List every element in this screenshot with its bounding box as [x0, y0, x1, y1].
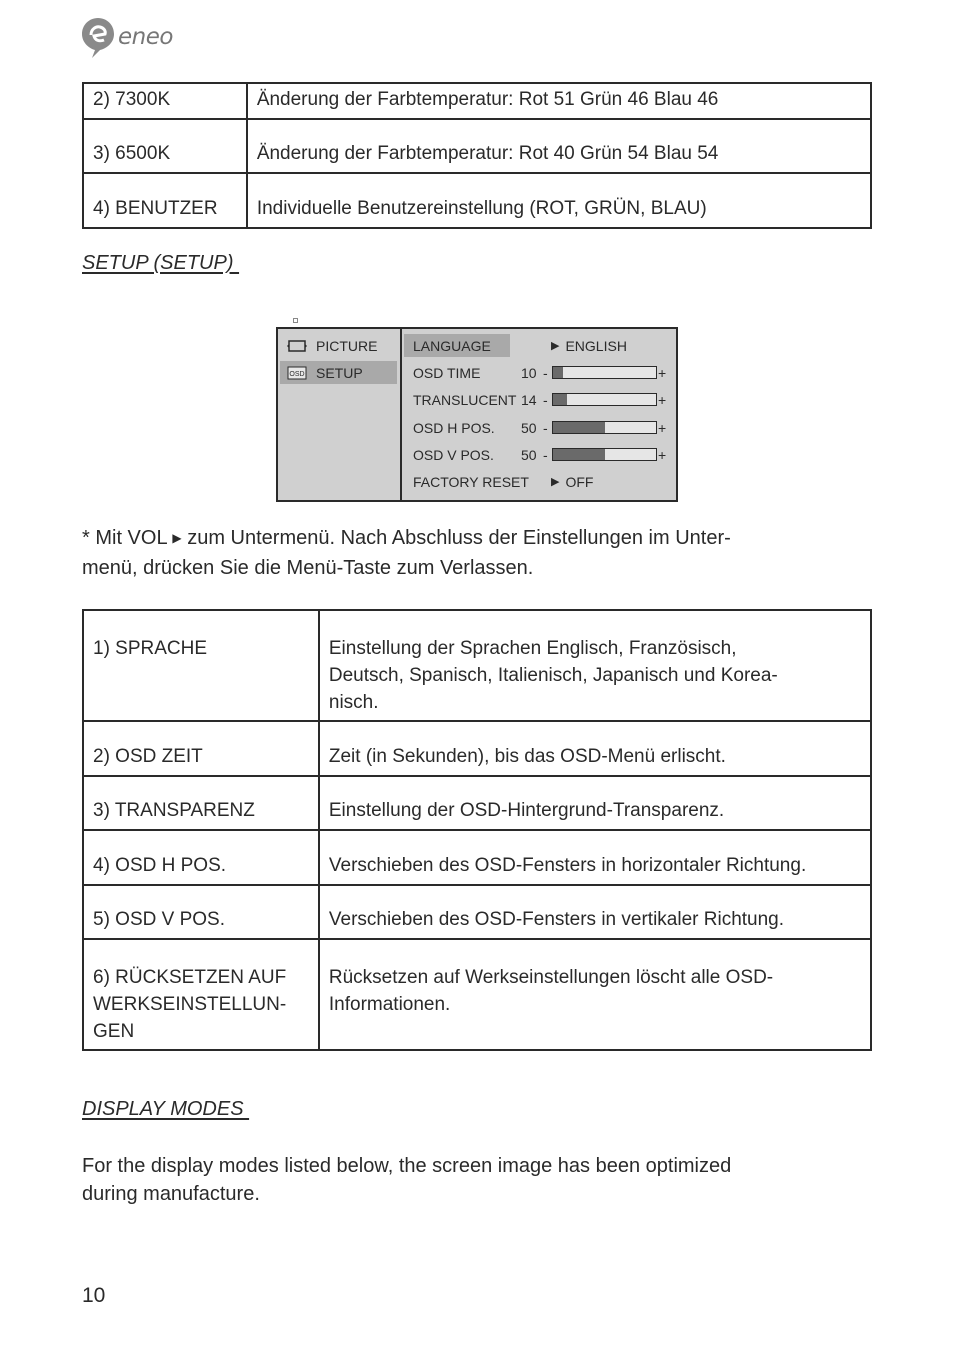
osd-row-label: OSD TIME — [413, 364, 481, 381]
osd-row-v-pos — [413, 443, 675, 466]
play-arrow-icon: ▶ — [551, 476, 560, 488]
osd-slider-fill — [553, 394, 567, 405]
osd-slider-bar — [552, 448, 657, 461]
plus-sign: + — [658, 364, 667, 381]
osd-row-value: 10 — [521, 364, 537, 381]
osd-menu-label: PICTURE — [316, 337, 378, 354]
logo-text: eneo — [118, 24, 173, 50]
osd-row-label: FACTORY RESET — [413, 473, 529, 490]
picture-icon — [286, 339, 308, 353]
minus-sign: - — [543, 364, 548, 381]
osd-icon — [286, 366, 308, 380]
desc-line: nisch. — [328, 692, 379, 713]
table-cell-desc: Individuelle Benutzereinstellung (ROT, GRÜN, BLAU) — [247, 173, 871, 228]
color-temperature-table — [82, 82, 872, 229]
plus-sign: + — [658, 419, 667, 436]
desc-line: Informationen. — [328, 994, 451, 1015]
plus-sign: + — [658, 391, 667, 408]
label-line: GEN — [93, 1021, 135, 1042]
osd-row-factory-reset — [413, 470, 675, 493]
table-row — [83, 119, 871, 173]
table-cell-label: 2) 7300K — [83, 83, 247, 119]
osd-menu-illustration — [276, 327, 678, 502]
play-arrow-icon: ▶ — [172, 531, 182, 545]
label-line: 6) RÜCKSETZEN AUF — [93, 967, 287, 988]
osd-menu-label: SETUP — [316, 364, 363, 381]
table-cell-desc: Zeit (in Sekunden), bis das OSD-Menü erlischt. — [319, 721, 871, 776]
table-row — [83, 721, 871, 776]
osd-row-value: 50 — [521, 446, 537, 463]
osd-slider-bar — [552, 393, 657, 406]
osd-menu-item-setup — [280, 361, 397, 384]
instruction-text — [82, 524, 872, 582]
osd-row-language — [413, 334, 675, 357]
paragraph-line: during manufacture. — [82, 1183, 260, 1205]
osd-row-label: TRANSLUCENT — [413, 391, 517, 408]
osd-row-value: OFF — [565, 473, 594, 490]
table-row — [83, 776, 871, 830]
osd-row-osd-time — [413, 361, 675, 384]
table-cell-label — [83, 939, 319, 1050]
osd-row-label: OSD H POS. — [413, 419, 495, 436]
display-modes-heading: DISPLAY MODES — [82, 1098, 250, 1120]
osd-row-translucent — [413, 388, 675, 411]
table-cell-label: 5) OSD V POS. — [83, 885, 319, 939]
table-row — [83, 939, 871, 1050]
osd-slider-fill — [553, 367, 563, 378]
table-row — [83, 830, 871, 885]
table-cell-desc: Änderung der Farbtemperatur: Rot 40 Grün 54 Blau 54 — [247, 119, 871, 173]
table-cell-desc: Verschieben des OSD-Fensters in horizontaler Richtung. — [319, 830, 871, 885]
osd-row-label: LANGUAGE — [413, 337, 491, 354]
osd-icon-text: OSD — [289, 370, 305, 378]
table-cell-label: 3) 6500K — [83, 119, 247, 173]
osd-menu-item-picture — [280, 334, 397, 357]
eneo-logo-icon — [80, 15, 116, 59]
osd-slider-fill — [553, 422, 605, 433]
minus-sign: - — [543, 419, 548, 436]
table-row — [83, 885, 871, 939]
table-cell-label: 1) SPRACHE — [83, 610, 319, 721]
osd-row-value: 50 — [521, 419, 537, 436]
desc-line: Rücksetzen auf Werkseinstellungen löscht alle OSD- — [328, 967, 774, 988]
table-cell-desc — [319, 610, 871, 721]
instruction-line-2: menü, drücken Sie die Menü-Taste zum Verlassen. — [82, 557, 534, 579]
osd-left-menu — [278, 329, 402, 500]
paragraph-line: For the display modes listed below, the screen image has been optimized — [82, 1155, 732, 1177]
table-cell-desc: Änderung der Farbtemperatur: Rot 51 Grün 46 Blau 46 — [247, 83, 871, 119]
setup-options-table — [82, 609, 872, 1051]
table-row — [83, 173, 871, 228]
setup-heading: SETUP (SETUP) — [82, 252, 240, 274]
table-cell-label: 2) OSD ZEIT — [83, 721, 319, 776]
table-cell-label: 4) BENUTZER — [83, 173, 247, 228]
instruction-prefix: * Mit VOL — [82, 527, 167, 549]
table-cell-label: 3) TRANSPARENZ — [83, 776, 319, 830]
osd-slider-bar — [552, 366, 657, 379]
desc-line: Einstellung der Sprachen Englisch, Französisch, — [328, 638, 737, 659]
plus-sign: + — [658, 446, 667, 463]
instruction-rest: zum Untermenü. Nach Abschluss der Einstellungen im Unter- — [181, 527, 731, 549]
play-arrow-icon: ▶ — [551, 340, 560, 352]
minus-sign: - — [543, 391, 548, 408]
osd-row-h-pos — [413, 416, 675, 439]
page-number: 10 — [82, 1284, 106, 1307]
osd-row-value: ENGLISH — [565, 337, 627, 354]
osd-slider-bar — [552, 421, 657, 434]
display-modes-text — [82, 1152, 872, 1208]
marker-dot — [293, 318, 298, 323]
minus-sign: - — [543, 446, 548, 463]
table-cell-desc: Verschieben des OSD-Fensters in vertikaler Richtung. — [319, 885, 871, 939]
table-cell-label: 4) OSD H POS. — [83, 830, 319, 885]
instruction-line-1 — [82, 524, 872, 554]
table-row — [83, 83, 871, 119]
osd-row-value: 14 — [521, 391, 537, 408]
table-cell-desc: Einstellung der OSD-Hintergrund-Transparenz. — [319, 776, 871, 830]
table-cell-desc — [319, 939, 871, 1050]
eneo-logo — [80, 14, 173, 60]
table-row — [83, 610, 871, 721]
osd-row-label: OSD V POS. — [413, 446, 494, 463]
osd-slider-fill — [553, 449, 605, 460]
label-line: WERKSEINSTELLUN- — [93, 994, 287, 1015]
desc-line: Deutsch, Spanisch, Italienisch, Japanisch und Korea- — [328, 665, 778, 686]
